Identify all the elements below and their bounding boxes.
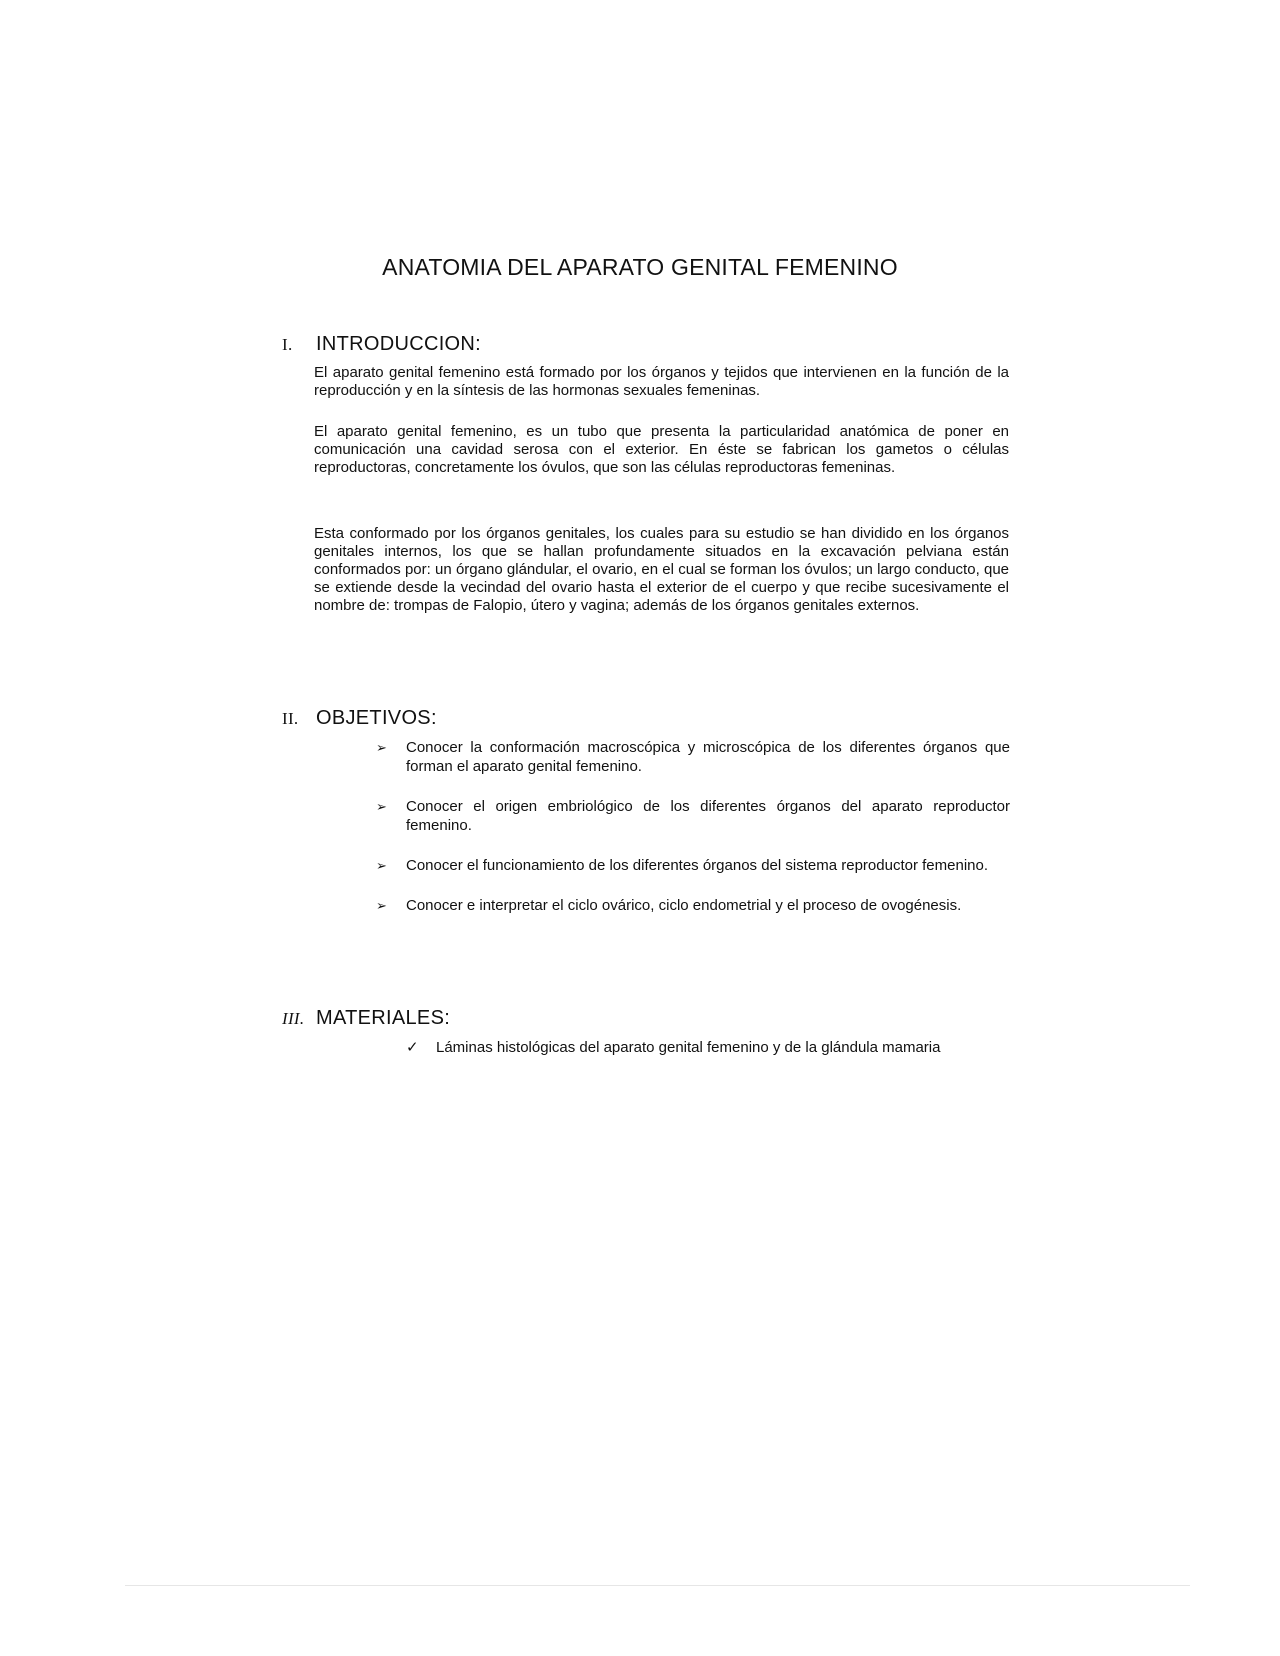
check-icon: ✓ [406, 1039, 419, 1056]
section-introduccion-heading [282, 333, 481, 356]
section-title: MATERIALES: [316, 1007, 451, 1029]
list-item [376, 856, 1010, 875]
arrow-bullet-icon: ➢ [376, 799, 387, 814]
page-edge [125, 1585, 1190, 1586]
document-title: ANATOMIA DEL APARATO GENITAL FEMENINO [382, 254, 898, 280]
intro-paragraph-2: El aparato genital femenino, es un tubo que presenta la particularidad anatómica de poner en comunicación una cavidad serosa con el exterior. En éste se fabrican los gametos o células reproductoras, concretamente los óvulos, que son las células reproductoras femeninas. [314, 423, 1009, 476]
section-materiales-heading [282, 1007, 450, 1030]
list-item [376, 797, 1010, 835]
materials-list [406, 1038, 940, 1057]
list-item [406, 1038, 940, 1057]
objectives-list [376, 738, 1010, 936]
list-item [376, 738, 1010, 776]
arrow-bullet-icon: ➢ [376, 858, 387, 873]
arrow-bullet-icon: ➢ [376, 740, 387, 755]
section-number: II. [282, 709, 299, 728]
section-number: III. [282, 1009, 305, 1028]
arrow-bullet-icon: ➢ [376, 898, 387, 913]
objective-text: Conocer el funcionamiento de los diferentes órganos del sistema reproductor femenino. [406, 857, 988, 874]
list-item [376, 896, 1010, 915]
section-number: I. [282, 335, 293, 354]
intro-paragraph-3: Esta conformado por los órganos genitales, los cuales para su estudio se han dividido en los órganos genitales internos, los que se hallan profundamente situados en la excavación pelviana están conformados por: un órgano glándular, el ovario, en el cual se forman los óvulos; un largo conducto, que se extiende desde la vecindad del ovario hasta el exterior de el cuerpo y que recibe sucesivamente el nombre de: trompas de Falopio, útero y vagina; además de los órganos genitales externos. [314, 525, 1009, 614]
objective-text: Conocer el origen embriológico de los diferentes órganos del aparato reproductor femenino. [406, 798, 1010, 834]
section-title: INTRODUCCION: [316, 333, 482, 355]
section-objetivos-heading [282, 707, 437, 730]
objective-text: Conocer e interpretar el ciclo ovárico, ciclo endometrial y el proceso de ovogénesis. [406, 897, 962, 914]
material-text: Láminas histológicas del aparato genital femenino y de la glándula mamaria [436, 1039, 941, 1056]
intro-paragraph-1: El aparato genital femenino está formado por los órganos y tejidos que intervienen en la función de la reproducción y en la síntesis de las hormonas sexuales femeninas. [314, 364, 1009, 399]
section-title: OBJETIVOS: [316, 707, 437, 729]
objective-text: Conocer la conformación macroscópica y microscópica de los diferentes órganos que forman el aparato genital femenino. [406, 739, 1010, 775]
